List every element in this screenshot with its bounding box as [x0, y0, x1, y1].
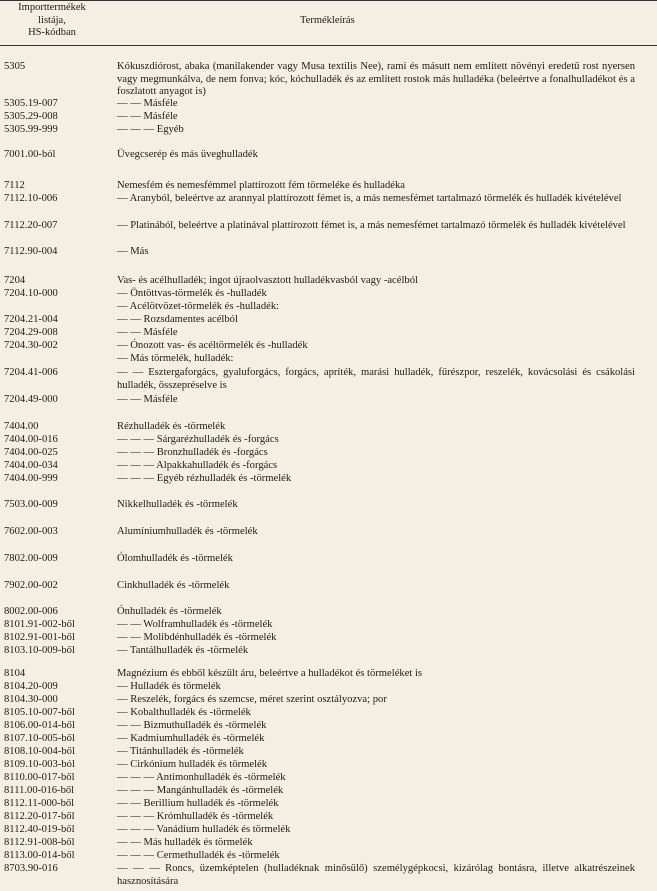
product-description: — Más törmelék, hulladék:: [117, 353, 234, 364]
hs-code: 7001.00-ból: [4, 149, 56, 160]
product-description: Rézhulladék és -törmelék: [117, 421, 226, 432]
product-description: — — — Alpakkahulladék és -forgács: [117, 460, 278, 471]
hs-code: 7112: [4, 180, 25, 191]
product-description: — Kadmiumhulladék és -törmelék: [117, 733, 265, 744]
hs-code: 7802.00-009: [4, 553, 58, 564]
hs-code: 8103.10-009-ből: [4, 645, 75, 656]
product-description: — Aranyból, beleértve az arannyal plattírozott fémet is, a más nemesfémet tartalmazó törmelék és hulladék kivételével: [117, 193, 622, 204]
hs-code: 7204.21-004: [4, 314, 58, 325]
hs-code: 8109.10-003-ból: [4, 759, 75, 770]
hs-code: 8113.00-014-ből: [4, 850, 75, 861]
product-description: — — — Bronzhulladék és -forgács: [117, 447, 268, 458]
hs-code: 8104.20-009: [4, 681, 58, 692]
hs-code: 7112.10-006: [4, 193, 58, 204]
product-description: — — — Roncs, üzemképtelen (hulladéknak minősülő) személygépkocsi, kizárólag bontásra, illetve alkatrészeinek hasznosítására: [117, 863, 635, 887]
product-description: — — Másféle: [117, 394, 178, 405]
header-code-line: Importtermékek: [18, 2, 86, 13]
hs-code: 7204.49-000: [4, 394, 58, 405]
product-description: — — — Mangánhulladék és -törmelék: [117, 785, 284, 796]
product-description: Ónhulladék és -törmelék: [117, 606, 222, 617]
hs-code: 8105.10-007-ből: [4, 707, 75, 718]
hs-code: 8112.91-008-ből: [4, 837, 75, 848]
hs-code: 7503.00-009: [4, 499, 58, 510]
header-code-line: listája,: [38, 14, 66, 26]
product-description: Vas- és acélhulladék; ingot újraolvasztott hulladékvasból vagy -acélból: [117, 275, 418, 286]
product-description: — Öntöttvas-törmelék és -hulladék: [117, 288, 267, 299]
hs-code: 7204.41-006: [4, 367, 58, 378]
hs-code: 5305.19-007: [4, 98, 58, 109]
product-description: — Platinából, beleértve a platinával plattírozott fémet is, a más nemesfémet tartalmazó törmelék és hulladék kivételével: [117, 220, 626, 231]
product-description: — — Molibdénhulladék és -törmelék: [117, 632, 277, 643]
product-description: Kókuszdiórost, abaka (manilakender vagy Musa textilis Nee), rami és másutt nem említett növényi eredetű rost nyersen vagy megmunkálva, de nem fonva; kóc, kóchulladék és az említett rostok más hulladéka (beleértve a fonalhulladékot és a foszlatott anyagot is): [117, 61, 635, 97]
hs-code: 8108.10-004-ből: [4, 746, 75, 757]
hs-code: 8111.00-016-ből: [4, 785, 75, 796]
hs-code: 5305.29-008: [4, 111, 58, 122]
product-description: — Tantálhulladék és -törmelék: [117, 645, 249, 656]
product-description: — — — Egyéb: [117, 124, 184, 135]
product-description: — — Esztergaforgács, gyaluforgács, forgács, apríték, marási hulladék, fűrészpor, reszelék, kovácsolási és csákolási hulladék, összepréselve is: [117, 367, 635, 391]
product-description: — — Rozsdamentes acélból: [117, 314, 238, 325]
hs-code: 8106.00-014-ből: [4, 720, 75, 731]
hs-code: 7204.30-002: [4, 340, 58, 351]
hs-code: 7404.00: [4, 421, 39, 432]
hs-code: 7404.00-025: [4, 447, 58, 458]
product-description: — Acélötvözet-törmelék és -hulladék:: [117, 301, 280, 312]
hs-code: 8104.30-000: [4, 694, 58, 705]
header-code-column: [0, 2, 104, 40]
product-description: — — Másféle: [117, 327, 178, 338]
product-description: Ólomhulladék és -törmelék: [117, 553, 233, 564]
hs-code: 8112.20-017-ből: [4, 811, 75, 822]
product-description: Alumíniumhulladék és -törmelék: [117, 526, 258, 537]
hs-code: 8703.90-016: [4, 863, 58, 874]
hs-code: 8002.00-006: [4, 606, 58, 617]
hs-code: 5305: [4, 61, 26, 72]
product-description: Üvegcserép és más üveghulladék: [117, 149, 258, 160]
hs-code: 8112.40-019-ből: [4, 824, 75, 835]
product-description: — — Wolframhulladék és -törmelék: [117, 619, 273, 630]
product-description: — — — Vanádium hulladék és törmelék: [117, 824, 291, 835]
hs-code: 7112.20-007: [4, 220, 58, 231]
product-description: — Hulladék és törmelék: [117, 681, 221, 692]
product-description: — Reszelék, forgács és szemcse, méret szerint osztályozva; por: [117, 694, 387, 705]
hs-code: 8102.91-001-ből: [4, 632, 75, 643]
product-description: — — Másféle: [117, 111, 178, 122]
hs-code: 5305.99-999: [4, 124, 58, 135]
header-code-line: HS-kódban: [28, 27, 76, 38]
product-description: Cinkhulladék és -törmelék: [117, 580, 230, 591]
product-description: — — — Cermethulladék és -törmelék: [117, 850, 280, 861]
product-description: — Titánhulladék és -törmelék: [117, 746, 244, 757]
product-description: — — Más hulladék és törmelék: [117, 837, 253, 848]
hs-code: 7404.00-016: [4, 434, 58, 445]
hs-code: 7204.29-008: [4, 327, 58, 338]
hs-code: 7602.00-003: [4, 526, 58, 537]
hs-code: 7902.00-002: [4, 580, 58, 591]
product-description: — — — Sárgarézhulladék és -forgács: [117, 434, 279, 445]
hs-code: 7204.10-000: [4, 288, 58, 299]
product-description: — — — Egyéb rézhulladék és -törmelék: [117, 473, 292, 484]
product-description: Magnézium és ebből készült áru, beleértve a hulladékot és törmeléket is: [117, 668, 423, 679]
hs-code: 8110.00-017-ből: [4, 772, 75, 783]
product-description: — Kobalthulladék és -törmelék: [117, 707, 251, 718]
hs-code: 7204: [4, 275, 26, 286]
hs-code: 7404.00-034: [4, 460, 58, 471]
product-description: — — — Krómhulladék és -törmelék: [117, 811, 274, 822]
hs-code: 8101.91-002-ből: [4, 619, 75, 630]
product-description: — Cirkónium hulladék és törmelék: [117, 759, 268, 770]
hs-code: 8112.11-000-ből: [4, 798, 75, 809]
hs-code: 7112.90-004: [4, 246, 58, 257]
product-description: — Más: [117, 246, 149, 257]
product-description: — — Bizmuthulladék és -törmelék: [117, 720, 267, 731]
product-description: — — — Antimonhulladék és -törmelék: [117, 772, 286, 783]
product-description: — — Berillium hulladék és -törmelék: [117, 798, 279, 809]
header-description-column: Termékleírás: [300, 15, 355, 26]
product-description: — Ónozott vas- és acéltörmelék és -hulladék: [117, 340, 308, 351]
product-description: Nemesfém és nemesfémmel plattírozott fém törmeléke és hulladéka: [117, 180, 405, 191]
hs-code: 7404.00-999: [4, 473, 58, 484]
hs-code: 8107.10-005-ből: [4, 733, 75, 744]
table-header: [0, 0, 657, 46]
product-description: — — Másféle: [117, 98, 178, 109]
product-description: Nikkelhulladék és -törmelék: [117, 499, 238, 510]
hs-code: 8104: [4, 668, 26, 679]
